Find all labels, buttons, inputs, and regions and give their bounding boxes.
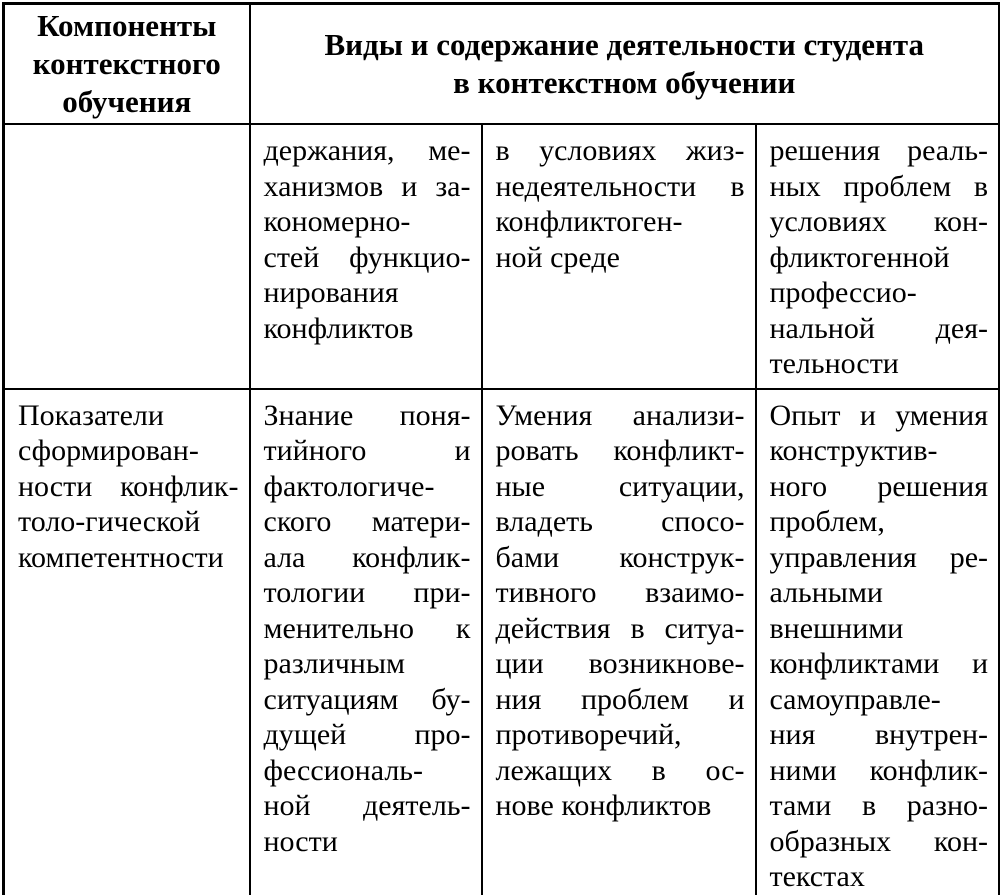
text-line: ханизмов и за- xyxy=(263,169,471,203)
context-learning-table xyxy=(2,2,1000,895)
text-line: условиях кон- xyxy=(769,205,989,238)
text-line: бами конструк- xyxy=(495,540,745,574)
cell-cont-knowledge xyxy=(250,124,482,389)
text-line: ними конфлик- xyxy=(769,753,989,787)
text-line: тивного взаимо- xyxy=(495,576,745,609)
text-line: Показатели xyxy=(18,398,164,432)
text-line: толо-гической xyxy=(18,505,201,538)
indicators-row xyxy=(4,389,1000,895)
text-line: лежащих в ос- xyxy=(495,753,745,787)
text-line: альными xyxy=(769,576,883,609)
text-line: фессиональ- xyxy=(263,753,423,787)
text-line: решения реаль- xyxy=(769,134,989,167)
text-line: ния внутрен- xyxy=(769,718,989,751)
text-line: в условиях жиз- xyxy=(495,134,745,167)
text-line: в контекстном обучении xyxy=(453,65,796,100)
text-line: ского матери- xyxy=(263,505,471,538)
text-line: контекстного xyxy=(32,46,221,81)
text-line: ные ситуации, xyxy=(495,469,745,503)
cell-cont-skills xyxy=(482,124,756,389)
text-line: держания, ме- xyxy=(263,134,471,167)
text-line: Умения анализи- xyxy=(495,398,745,432)
text-line: тийного и xyxy=(263,434,471,467)
cell-indicators-skills xyxy=(482,389,756,895)
text-line: Компоненты xyxy=(37,8,217,43)
text-line: действия в ситуа- xyxy=(495,611,745,645)
text-line: фликтогенной xyxy=(769,240,950,274)
text-line: стей функцио- xyxy=(263,240,471,274)
text-line: конфликтоген- xyxy=(495,205,683,238)
text-line: ции возникнове- xyxy=(495,647,745,680)
text-line: дущей про- xyxy=(263,718,471,751)
text-line: ных проблем в xyxy=(769,169,989,203)
text-line: ности конфлик- xyxy=(18,469,239,503)
text-line: владеть спосо- xyxy=(495,505,745,538)
table-header xyxy=(4,4,1000,125)
text-line: тельности xyxy=(769,347,899,380)
text-line: Опыт и умения xyxy=(769,398,989,432)
text-line: нальной дея- xyxy=(769,311,989,345)
text-line: ного решения xyxy=(769,469,989,503)
text-line: Знание поня- xyxy=(263,398,471,432)
text-line: нове конфликтов xyxy=(495,789,712,822)
text-line: конструктив- xyxy=(769,434,938,467)
text-line: самоуправле- xyxy=(769,682,941,716)
text-line: менительно к xyxy=(263,611,471,645)
text-line: ала конфлик- xyxy=(263,540,471,574)
cell-indicators-knowledge xyxy=(250,389,482,895)
text-line: недеятельности в xyxy=(495,169,745,203)
text-line: сформирован- xyxy=(18,434,199,467)
cell-indicators-label xyxy=(4,389,250,895)
continuation-row xyxy=(4,124,1000,389)
text-line: профессио- xyxy=(769,276,917,309)
text-line: текстах xyxy=(769,860,865,893)
cell-cont-experience xyxy=(756,124,1000,389)
text-line: обучения xyxy=(62,84,192,119)
text-line: ситуациям бу- xyxy=(263,682,471,716)
text-line: противоречий, xyxy=(495,718,682,751)
text-line: внешними xyxy=(769,611,904,645)
text-line: различным xyxy=(263,647,405,680)
text-line: ной деятель- xyxy=(263,789,471,822)
header-cell-components xyxy=(4,4,250,125)
text-line: фактологиче- xyxy=(263,469,435,503)
header-cell-activities xyxy=(250,4,1000,125)
text-line: ния проблем и xyxy=(495,682,745,716)
text-line: тологии при- xyxy=(263,576,471,609)
text-line: Виды и содержание деятельности студента xyxy=(324,27,925,62)
text-line: образных кон- xyxy=(769,824,989,858)
table-body xyxy=(4,124,1000,895)
text-line: нирования xyxy=(263,276,399,309)
text-line: кономерно- xyxy=(263,205,411,238)
text-line: конфликтов xyxy=(263,311,414,345)
text-line: ной среде xyxy=(495,240,620,274)
text-line: компетентности xyxy=(18,540,224,574)
header-row xyxy=(4,4,1000,125)
cell-cont-components xyxy=(4,124,250,389)
text-line: конфликтами и xyxy=(769,647,989,680)
text-line: ровать конфликт- xyxy=(495,434,745,467)
text-line: ности xyxy=(263,824,338,858)
text-line: управления ре- xyxy=(769,540,989,574)
text-line: тами в разно- xyxy=(769,789,989,822)
cell-indicators-experience xyxy=(756,389,1000,895)
text-line: проблем, xyxy=(769,505,885,538)
